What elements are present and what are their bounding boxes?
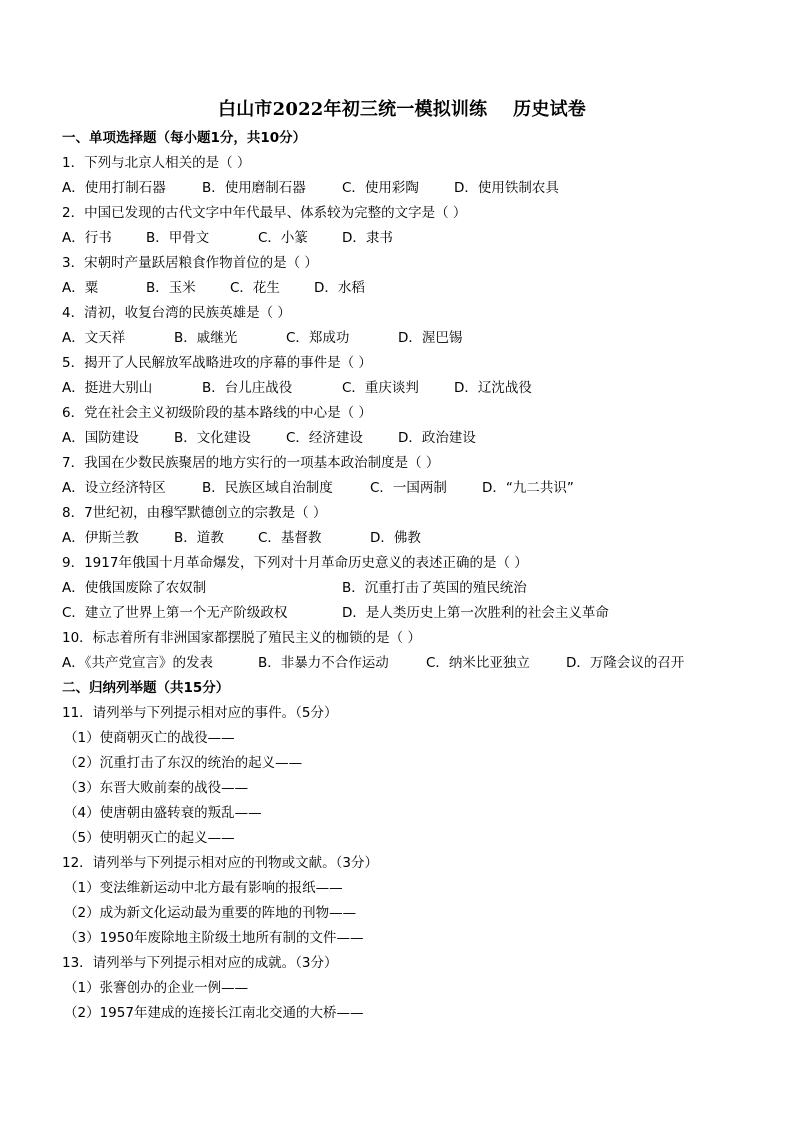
option-a: A．挺进大别山: [62, 380, 153, 396]
option-a: A．行书: [62, 230, 112, 246]
option-b: B．民族区域自治制度: [202, 480, 333, 496]
option-c: C．使用彩陶: [342, 180, 419, 196]
option-d: D．是人类历史上第一次胜利的社会主义革命: [342, 605, 609, 621]
option-d: D．使用铁制农具: [454, 180, 559, 196]
question-4: 4．清初，收复台湾的民族英雄是（ ）: [62, 305, 291, 321]
question-12-item-3: （3）1950年废除地主阶级土地所有制的文件——: [64, 930, 364, 946]
section-2-heading: 二、归纳列举题（共15分）: [62, 680, 230, 696]
question-10: 10．标志着所有非洲国家都摆脱了殖民主义的枷锁的是（ ）: [62, 630, 421, 646]
question-7-options: [62, 476, 742, 501]
option-c: C．一国两制: [370, 480, 447, 496]
question-9-options-row-1: [62, 576, 742, 601]
option-b: B．台儿庄战役: [202, 380, 293, 396]
question-9: 9．1917年俄国十月革命爆发，下列对十月革命历史意义的表述正确的是（ ）: [62, 555, 528, 571]
exam-title: 白山市2022年初三统一模拟训练 历史试卷: [218, 99, 586, 120]
option-d: D．佛教: [370, 530, 421, 546]
question-11-item-5: （5）使明朝灭亡的起义——: [64, 830, 235, 846]
question-11: 11．请列举与下列提示相对应的事件。（5分）: [62, 705, 338, 721]
option-c: C．经济建设: [286, 430, 363, 446]
exam-page: [62, 96, 742, 1026]
question-9-options-row-2: [62, 601, 742, 626]
option-a: A．《共产党宣言》的发表: [62, 655, 213, 671]
question-1: 1．下列与北京人相关的是（ ）: [62, 155, 251, 171]
option-a: A．伊斯兰教: [62, 530, 139, 546]
question-6: 6．党在社会主义初级阶段的基本路线的中心是（ ）: [62, 405, 372, 421]
question-7: 7．我国在少数民族聚居的地方实行的一项基本政治制度是（ ）: [62, 455, 440, 471]
option-d: D．万隆会议的召开: [566, 655, 685, 671]
question-4-options: [62, 326, 742, 351]
section-1-heading: 一、单项选择题（每小题1分，共10分）: [62, 130, 307, 146]
option-b: B．非暴力不合作运动: [258, 655, 389, 671]
option-d: D．政治建设: [398, 430, 476, 446]
option-a: A．使用打制石器: [62, 180, 166, 196]
option-a: A．国防建设: [62, 430, 139, 446]
option-c: C．基督教: [258, 530, 322, 546]
option-d: D．“九二共识”: [482, 480, 574, 496]
option-d: D．渥巴锡: [398, 330, 463, 346]
question-13-item-1: （1）张謇创办的企业一例——: [64, 980, 249, 996]
option-d: D．隶书: [342, 230, 393, 246]
question-13-item-2: （2）1957年建成的连接长江南北交通的大桥——: [64, 1005, 364, 1021]
option-d: D．辽沈战役: [454, 380, 532, 396]
option-b: B．玉米: [146, 280, 196, 296]
question-12: 12．请列举与下列提示相对应的刊物或文献。（3分）: [62, 855, 379, 871]
question-1-options: [62, 176, 742, 201]
question-11-item-4: （4）使唐朝由盛转衰的叛乱——: [64, 805, 262, 821]
question-3: 3．宋朝时产量跃居粮食作物首位的是（ ）: [62, 255, 318, 271]
option-a: A．粟: [62, 280, 99, 296]
question-10-options: [62, 651, 742, 676]
question-11-item-2: （2）沉重打击了东汉的统治的起义——: [64, 755, 303, 771]
question-2: 2．中国已发现的古代文字中年代最早、体系较为完整的文字是（ ）: [62, 205, 467, 221]
question-12-item-2: （2）成为新文化运动最为重要的阵地的刊物——: [64, 905, 357, 921]
option-b: B．沉重打击了英国的殖民统治: [342, 580, 527, 596]
option-b: B．文化建设: [174, 430, 251, 446]
option-a: A．文天祥: [62, 330, 126, 346]
question-12-item-1: （1）变法维新运动中北方最有影响的报纸——: [64, 880, 343, 896]
option-c: C．重庆谈判: [342, 380, 419, 396]
option-b: B．甲骨文: [146, 230, 210, 246]
question-11-item-1: （1）使商朝灭亡的战役——: [64, 730, 235, 746]
option-a: A．设立经济特区: [62, 480, 166, 496]
option-b: B．道教: [174, 530, 224, 546]
question-5-options: [62, 376, 742, 401]
option-c: C．小篆: [258, 230, 308, 246]
question-6-options: [62, 426, 742, 451]
question-5: 5．揭开了人民解放军战略进攻的序幕的事件是（ ）: [62, 355, 372, 371]
option-b: B．使用磨制石器: [202, 180, 306, 196]
question-3-options: [62, 276, 742, 301]
question-8: 8．7世纪初，由穆罕默德创立的宗教是（ ）: [62, 505, 327, 521]
question-2-options: [62, 226, 742, 251]
question-8-options: [62, 526, 742, 551]
option-a: A．使俄国废除了农奴制: [62, 580, 207, 596]
option-b: B．戚继光: [174, 330, 238, 346]
option-d: D．水稻: [314, 280, 365, 296]
option-c: C．花生: [230, 280, 280, 296]
question-11-item-3: （3）东晋大败前秦的战役——: [64, 780, 249, 796]
option-c: C．郑成功: [286, 330, 350, 346]
option-c: C．纳米比亚独立: [426, 655, 530, 671]
option-c: C．建立了世界上第一个无产阶级政权: [62, 605, 288, 621]
question-13: 13．请列举与下列提示相对应的成就。（3分）: [62, 955, 338, 971]
